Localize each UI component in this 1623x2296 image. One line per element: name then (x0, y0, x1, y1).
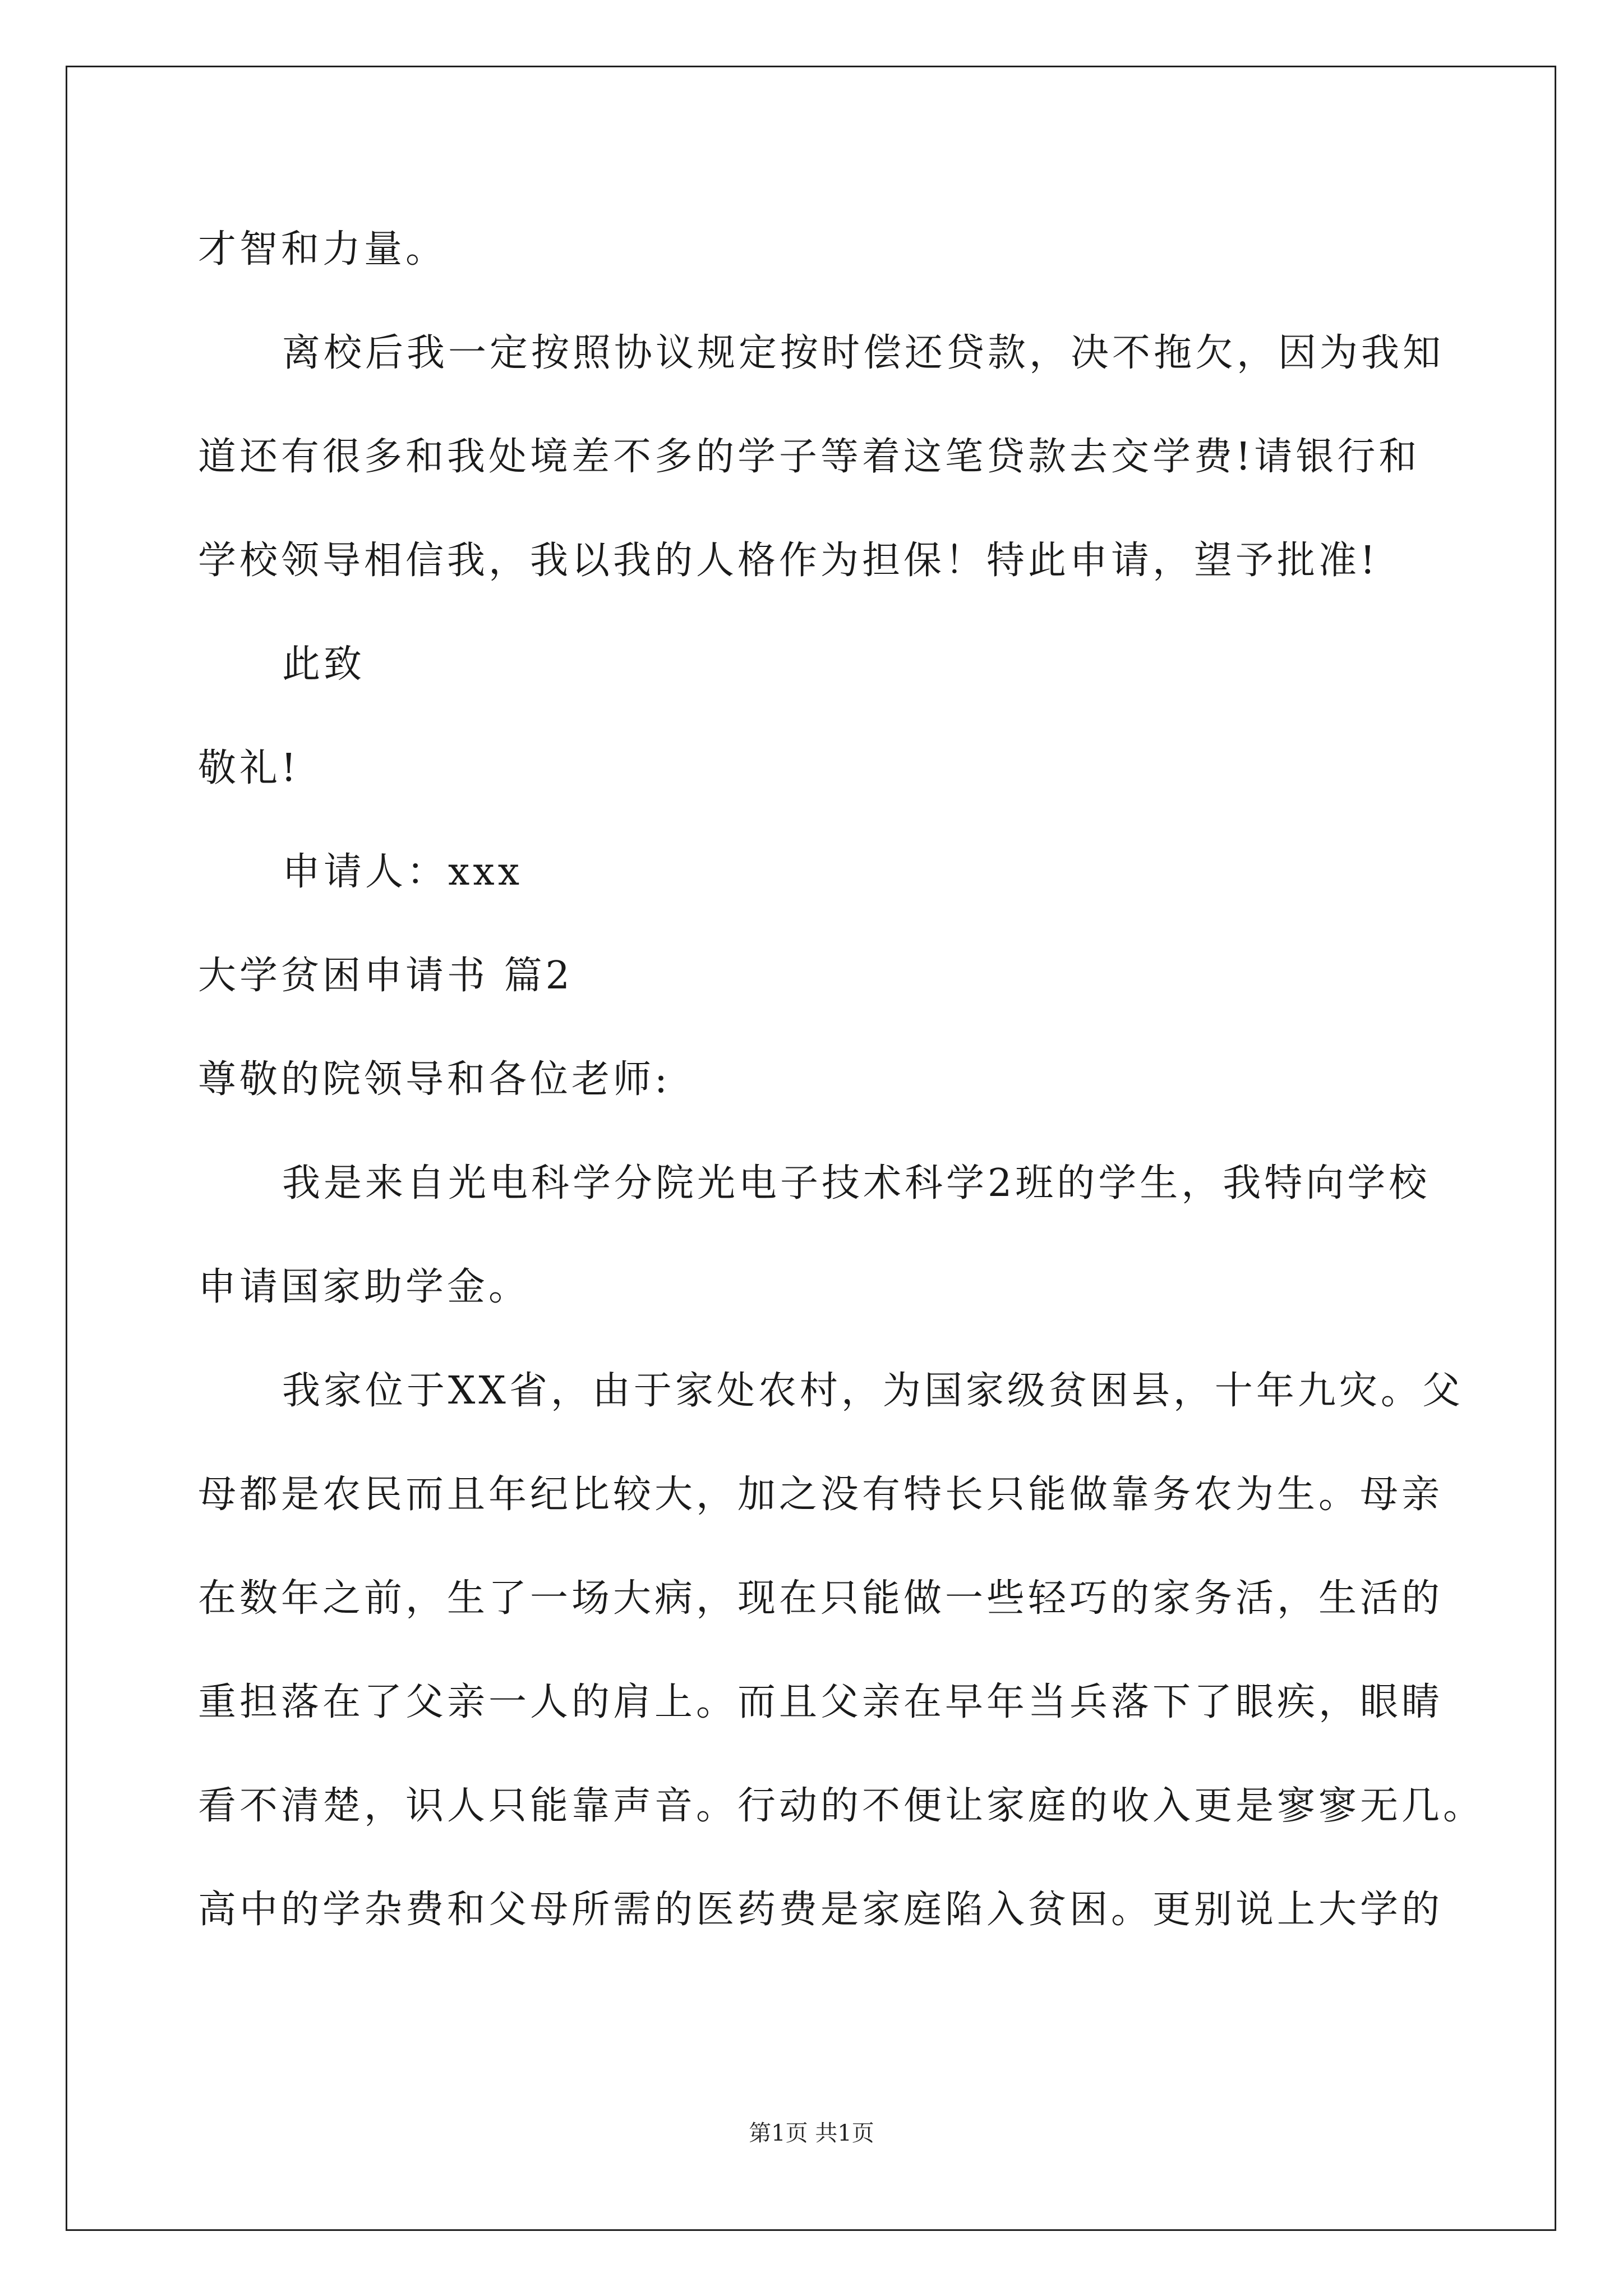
text-line: 高中的学杂费和父母所需的医药费是家庭陷入贫困。更别说上大学的 (198, 1888, 1444, 1932)
text-line: 才智和力量。 (198, 227, 448, 272)
closing-salutation: 此致 (282, 642, 366, 687)
text-line: 道还有很多和我处境差不多的学子等着这笔贷款去交学费!请银行和 (198, 435, 1421, 479)
section-heading: 大学贫困申请书 篇2 (198, 954, 573, 998)
applicant-signature: 申请人：xxx (282, 850, 523, 894)
closing-respect: 敬礼! (198, 746, 300, 790)
text-line: 学校领导相信我，我以我的人格作为担保！特此申请，望予批准! (198, 539, 1379, 583)
text-line: 在数年之前，生了一场大病，现在只能做一些轻巧的家务活，生活的 (198, 1576, 1444, 1621)
greeting: 尊敬的院领导和各位老师: (198, 1057, 671, 1102)
text-line: 重担落在了父亲一人的肩上。而且父亲在早年当兵落下了眼疾，眼睛 (198, 1680, 1444, 1724)
text-line: 离校后我一定按照协议规定按时偿还贷款，决不拖欠，因为我知 (282, 331, 1445, 375)
text-line: 我是来自光电科学分院光电子技术科学2班的学生，我特向学校 (282, 1161, 1431, 1205)
text-line: 看不清楚，识人只能靠声音。行动的不便让家庭的收入更是寥寥无几。 (198, 1784, 1485, 1828)
text-line: 申请国家助学金。 (198, 1265, 531, 1309)
text-line: 我家位于XX省，由于家处农村，为国家级贫困县，十年九灾。父 (282, 1369, 1464, 1413)
page-number-footer: 第1页 共1页 (749, 2120, 874, 2146)
text-line: 母都是农民而且年纪比较大，加之没有特长只能做靠务农为生。母亲 (198, 1473, 1444, 1517)
